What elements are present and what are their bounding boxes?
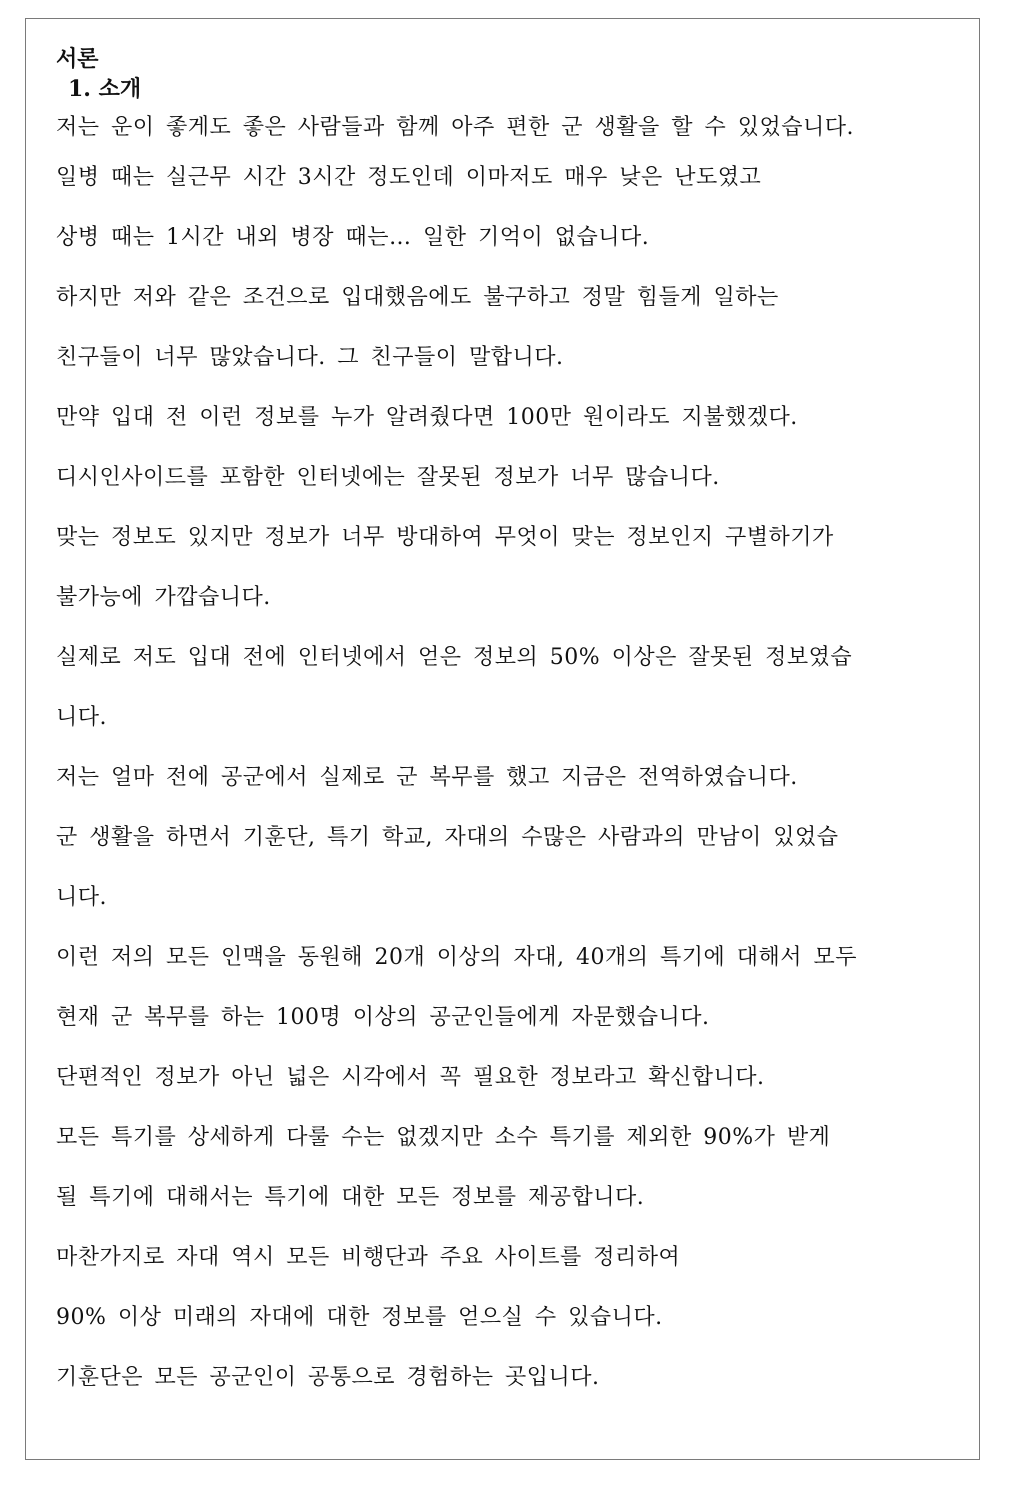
- text-line: 만약 입대 전 이런 정보를 누가 알려줬다면 100만 원이라도 지불했겠다.: [56, 405, 798, 430]
- text-line: 마찬가지로 자대 역시 모든 비행단과 주요 사이트를 정리하여: [56, 1245, 681, 1270]
- text-line: 저는 얼마 전에 공군에서 실제로 군 복무를 했고 지금은 전역하였습니다.: [56, 765, 798, 790]
- text-line: 상병 때는 1시간 내외 병장 때는… 일한 기억이 없습니다.: [56, 225, 650, 250]
- text-line: 하지만 저와 같은 조건으로 입대했음에도 불구하고 정말 힘들게 일하는: [56, 285, 779, 310]
- text-line: 모든 특기를 상세하게 다룰 수는 없겠지만 소수 특기를 제외한 90%가 받게: [56, 1125, 831, 1150]
- text-line: 디시인사이드를 포함한 인터넷에는 잘못된 정보가 너무 많습니다.: [56, 465, 720, 490]
- text-line: 단편적인 정보가 아닌 넓은 시각에서 꼭 필요한 정보라고 확신합니다.: [56, 1065, 765, 1090]
- text-line: 실제로 저도 입대 전에 인터넷에서 얻은 정보의 50% 이상은 잘못된 정보였습: [56, 645, 853, 670]
- text-line: 이런 저의 모든 인맥을 동원해 20개 이상의 자대, 40개의 특기에 대해서 모두: [56, 945, 857, 970]
- text-line: 현재 군 복무를 하는 100명 이상의 공군인들에게 자문했습니다.: [56, 1005, 710, 1030]
- text-line: 90% 이상 미래의 자대에 대한 정보를 얻으실 수 있습니다.: [56, 1305, 663, 1330]
- paragraph-lines: [56, 108, 961, 1408]
- section-title: 서론: [56, 46, 99, 72]
- text-line: 니다.: [56, 705, 107, 730]
- text-line: 맞는 정보도 있지만 정보가 너무 방대하여 무엇이 맞는 정보인지 구별하기가: [56, 525, 834, 550]
- document-body: [56, 44, 961, 1408]
- text-line: 기훈단은 모든 공군인이 공통으로 경험하는 곳입니다.: [56, 1365, 600, 1390]
- text-line: 니다.: [56, 885, 107, 910]
- text-line: 불가능에 가깝습니다.: [56, 585, 271, 610]
- subsection-title: 1. 소개: [68, 76, 142, 102]
- text-line: 친구들이 너무 많았습니다. 그 친구들이 말합니다.: [56, 345, 564, 370]
- text-line: 군 생활을 하면서 기훈단, 특기 학교, 자대의 수많은 사람과의 만남이 있었습: [56, 825, 839, 850]
- text-line: 될 특기에 대해서는 특기에 대한 모든 정보를 제공합니다.: [56, 1185, 645, 1210]
- text-line: 일병 때는 실근무 시간 3시간 정도인데 이마저도 매우 낮은 난도였고: [56, 165, 762, 190]
- text-line: 저는 운이 좋게도 좋은 사람들과 함께 아주 편한 군 생활을 할 수 있었습니다.: [56, 115, 854, 140]
